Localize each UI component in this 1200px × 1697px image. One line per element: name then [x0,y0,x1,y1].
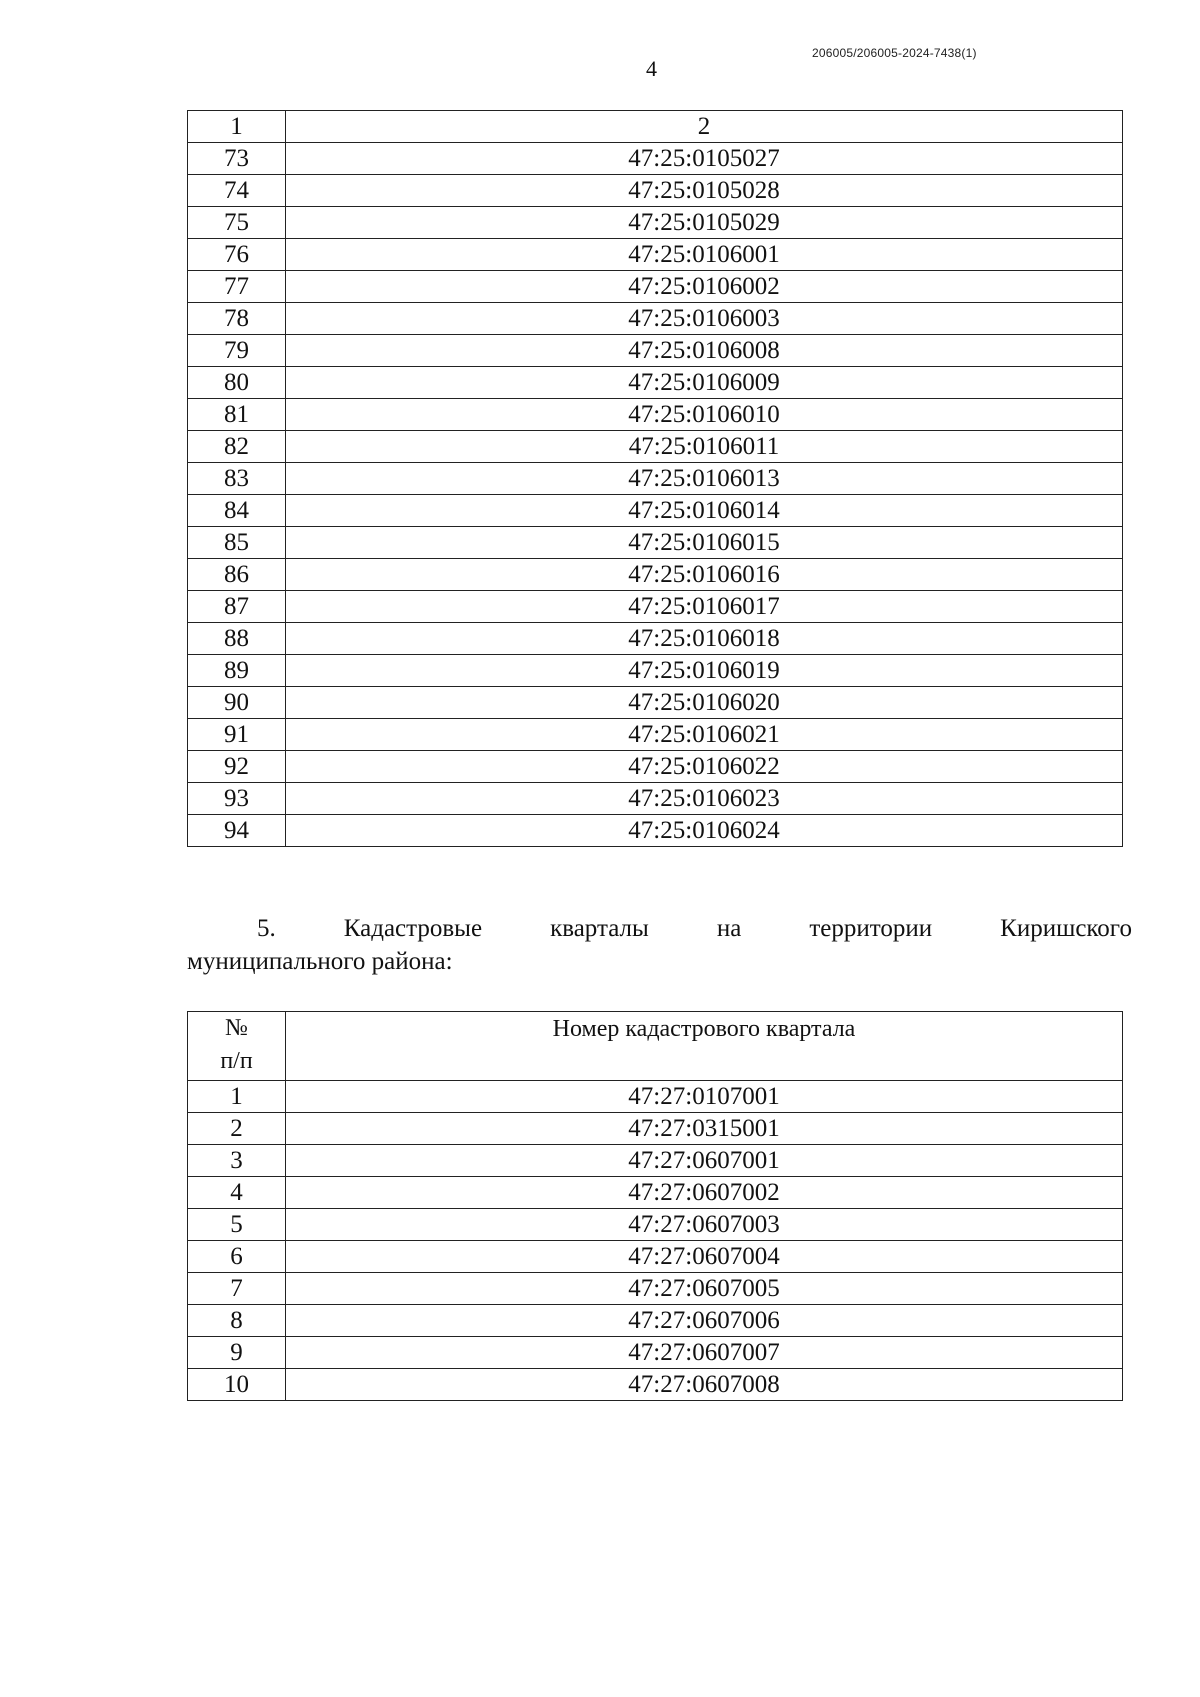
cadastral-number-cell: 47:25:0106002 [286,271,1123,303]
page-number: 4 [646,56,657,81]
cadastral-number-cell: 47:25:0106010 [286,399,1123,431]
table-row [188,463,1123,495]
column-header-2: 2 [286,111,1123,143]
cadastral-number-cell: 47:25:0105028 [286,175,1123,207]
table-row [188,1337,1123,1369]
row-number-cell: 82 [188,431,286,463]
section-5-line-2: муниципального района: [187,948,453,975]
row-number-cell: 4 [188,1177,286,1209]
row-number-cell: 90 [188,687,286,719]
cadastral-number-cell: 47:25:0106016 [286,559,1123,591]
row-number-cell: 92 [188,751,286,783]
row-number-cell: 3 [188,1145,286,1177]
table-row [188,815,1123,847]
table-row [188,719,1123,751]
cadastral-number-cell: 47:25:0106019 [286,655,1123,687]
cadastral-number-cell: 47:25:0106021 [286,719,1123,751]
section-5-word: кварталы [550,915,649,942]
cadastral-number-cell: 47:27:0607004 [286,1241,1123,1273]
cadastral-number-cell: 47:25:0106015 [286,527,1123,559]
document-id: 206005/206005-2024-7438(1) [812,46,977,60]
cadastral-number-cell: 47:25:0106014 [286,495,1123,527]
row-number-cell: 1 [188,1081,286,1113]
row-number-cell: 86 [188,559,286,591]
cadastral-number-cell: 47:25:0106008 [286,335,1123,367]
row-number-cell: 2 [188,1113,286,1145]
cadastral-number-cell: 47:27:0607005 [286,1273,1123,1305]
cadastral-number-cell: 47:25:0106009 [286,367,1123,399]
section-5-word: Киришского [1000,915,1132,942]
row-number-cell: 77 [188,271,286,303]
column-header-1: 1 [188,111,286,143]
cadastral-number-cell: 47:25:0106017 [286,591,1123,623]
kirishi-cadastral-table [187,1011,1123,1401]
table-row [188,687,1123,719]
row-number-cell: 93 [188,783,286,815]
row-number-cell: 6 [188,1241,286,1273]
table-row [188,527,1123,559]
table-row [188,207,1123,239]
cadastral-number-cell: 47:25:0106020 [286,687,1123,719]
cadastral-number-cell: 47:25:0106001 [286,239,1123,271]
section-5-word: на [716,915,742,942]
row-number-cell: 85 [188,527,286,559]
cadastral-number-cell: 47:25:0106023 [286,783,1123,815]
row-number-cell: 5 [188,1209,286,1241]
cadastral-number-cell: 47:27:0607001 [286,1145,1123,1177]
table-row [188,591,1123,623]
row-number-cell: 84 [188,495,286,527]
table-row [188,655,1123,687]
row-number-cell: 76 [188,239,286,271]
table-row [188,367,1123,399]
row-number-cell: 87 [188,591,286,623]
cadastral-number-cell: 47:27:0107001 [286,1081,1123,1113]
table-row [188,399,1123,431]
table-row [188,1113,1123,1145]
row-number-cell: 75 [188,207,286,239]
table-row [188,143,1123,175]
row-number-cell: 88 [188,623,286,655]
table-row [188,1145,1123,1177]
table-row [188,1305,1123,1337]
row-number-cell: 81 [188,399,286,431]
table-row [188,495,1123,527]
table-row [188,1177,1123,1209]
table-row [188,175,1123,207]
row-number-cell: 8 [188,1305,286,1337]
cadastral-number-cell: 47:25:0105027 [286,143,1123,175]
row-number-cell: 74 [188,175,286,207]
cadastral-number-cell: 47:25:0106022 [286,751,1123,783]
row-number-cell: 78 [188,303,286,335]
cadastral-number-cell: 47:25:0106024 [286,815,1123,847]
cadastral-number-cell: 47:25:0106003 [286,303,1123,335]
row-number-cell: 80 [188,367,286,399]
number-sign: № [225,1015,248,1041]
table-row [188,1081,1123,1113]
cadastral-table-continued [187,110,1123,847]
table-row [188,623,1123,655]
row-number-cell: 89 [188,655,286,687]
cadastral-number-cell: 47:27:0607002 [286,1177,1123,1209]
row-number-cell: 10 [188,1369,286,1401]
table-row [188,1241,1123,1273]
number-abbrev: п/п [220,1048,253,1074]
table-header-row [188,1012,1123,1081]
cadastral-number-cell: 47:27:0607007 [286,1337,1123,1369]
table-row [188,1273,1123,1305]
table-row [188,431,1123,463]
row-number-cell: 79 [188,335,286,367]
column-header-number [188,1012,286,1081]
row-number-cell: 94 [188,815,286,847]
row-number-cell: 91 [188,719,286,751]
row-number-cell: 7 [188,1273,286,1305]
table-header-row [188,111,1123,143]
section-5-word: территории [809,915,933,942]
section-5-paragraph [187,912,1132,978]
row-number-cell: 9 [188,1337,286,1369]
cadastral-number-cell: 47:27:0607008 [286,1369,1123,1401]
table-row [188,271,1123,303]
cadastral-number-cell: 47:27:0315001 [286,1113,1123,1145]
section-5-number: 5. [257,915,276,942]
table-row [188,239,1123,271]
section-5-word: Кадастровые [343,915,483,942]
column-header-cadastral-number: Номер кадастрового квартала [286,1012,1123,1081]
row-number-cell: 83 [188,463,286,495]
cadastral-number-cell: 47:25:0106013 [286,463,1123,495]
table-row [188,303,1123,335]
row-number-cell: 73 [188,143,286,175]
table-row [188,1369,1123,1401]
section-5-line-1 [187,912,1132,945]
table-row [188,1209,1123,1241]
cadastral-number-cell: 47:27:0607006 [286,1305,1123,1337]
cadastral-number-cell: 47:25:0106018 [286,623,1123,655]
table-row [188,751,1123,783]
table-row [188,335,1123,367]
table-row [188,559,1123,591]
table-row [188,783,1123,815]
cadastral-number-cell: 47:25:0105029 [286,207,1123,239]
cadastral-number-cell: 47:25:0106011 [286,431,1123,463]
cadastral-number-cell: 47:27:0607003 [286,1209,1123,1241]
